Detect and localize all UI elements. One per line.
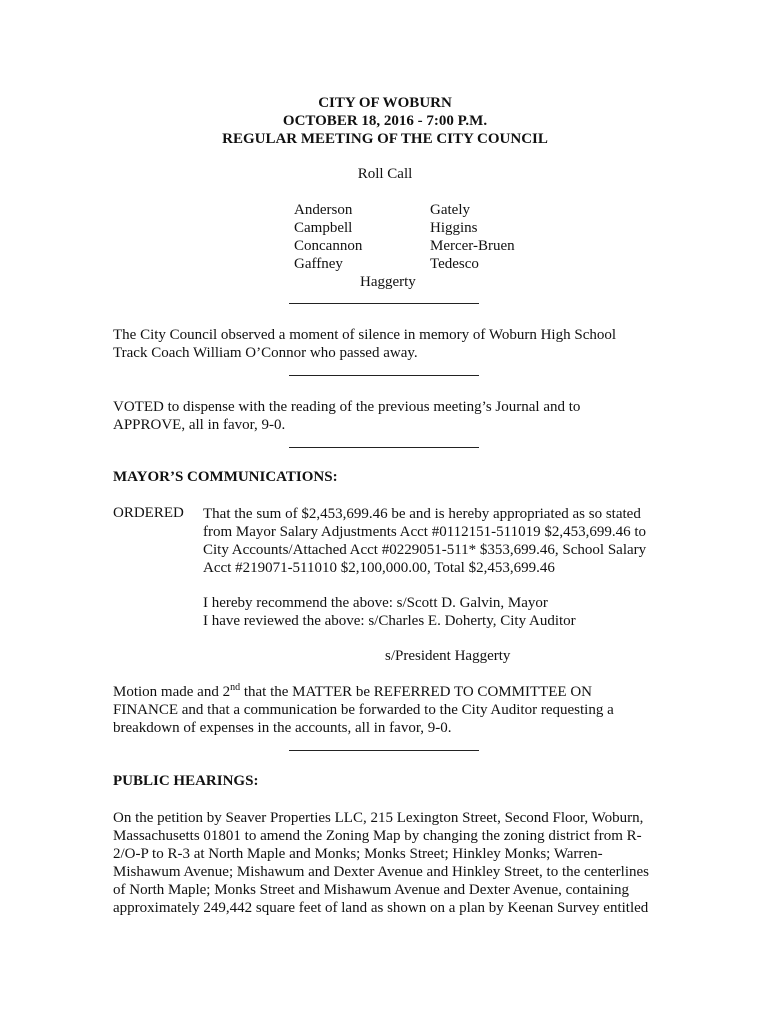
roll-call-title: Roll Call: [357, 166, 413, 182]
divider: [289, 750, 479, 751]
motion-line: FINANCE and that a communication be forwarded to the City Auditor requesting a: [113, 702, 614, 718]
roll-call-name: Higgins: [430, 220, 478, 236]
motion-line: [113, 683, 673, 701]
divider: [289, 303, 479, 304]
divider: [289, 447, 479, 448]
motion-superscript: nd: [230, 682, 241, 693]
order-line: City Accounts/Attached Acct #0229051-511* $353,699.46, School Salary: [203, 542, 647, 558]
roll-call-name: Campbell: [294, 220, 353, 236]
header-date: OCTOBER 18, 2016 - 7:00 P.M.: [282, 113, 488, 129]
hearing-line: of North Maple; Monks Street and Mishawum Avenue and Dexter Avenue, containing: [113, 882, 629, 898]
hearing-line: Mishawum Avenue; Mishawum and Dexter Avenue and Hinkley Street, to the centerlines: [113, 864, 649, 880]
motion-text: Motion made and 2: [113, 684, 231, 700]
silence-line: The City Council observed a moment of silence in memory of Woburn High School: [113, 327, 617, 343]
order-text: [203, 505, 646, 577]
mayor-recommendation: I hereby recommend the above: s/Scott D. Galvin, Mayor: [203, 595, 548, 611]
motion-line: breakdown of expenses in the accounts, all in favor, 9-0.: [113, 720, 452, 736]
order-line: Acct #219071-511010 $2,100,000.00, Total $2,453,699.46: [203, 560, 555, 576]
roll-call-name: Gately: [430, 202, 470, 218]
roll-call-name: Tedesco: [430, 256, 479, 272]
roll-call-name: Gaffney: [294, 256, 343, 272]
divider: [289, 375, 479, 376]
hearing-paragraph: [113, 809, 683, 917]
hearing-line: approximately 249,442 square feet of land as shown on a plan by Keenan Survey entitled: [113, 900, 649, 916]
roll-call-president: Haggerty: [360, 274, 416, 290]
header-city: CITY OF WOBURN: [318, 95, 452, 111]
roll-call-name: Mercer-Bruen: [430, 238, 515, 254]
hearing-line: 2/O-P to R-3 at North Maple and Monks; Monks Street; Hinkley Monks; Warren-: [113, 846, 603, 862]
motion-paragraph: [113, 683, 673, 737]
section-heading-mayor: MAYOR’S COMMUNICATIONS:: [113, 469, 338, 485]
journal-line: APPROVE, all in favor, 9-0.: [113, 417, 286, 433]
roll-call-name: Concannon: [294, 238, 363, 254]
silence-paragraph: [113, 326, 673, 362]
auditor-review: I have reviewed the above: s/Charles E. Doherty, City Auditor: [203, 613, 576, 629]
silence-line: Track Coach William O’Connor who passed away.: [113, 345, 418, 361]
roll-call-name: Anderson: [294, 202, 353, 218]
section-heading-hearings: PUBLIC HEARINGS:: [113, 773, 259, 789]
order-line: from Mayor Salary Adjustments Acct #0112151-511019 $2,453,699.46 to: [203, 524, 647, 540]
motion-text: that the MATTER be REFERRED TO COMMITTEE ON: [240, 684, 593, 700]
journal-paragraph: [113, 398, 673, 434]
journal-line: VOTED to dispense with the reading of the previous meeting’s Journal and to: [113, 399, 581, 415]
hearing-line: Massachusetts 01801 to amend the Zoning Map by changing the zoning district from R-: [113, 828, 642, 844]
order-line: That the sum of $2,453,699.46 be and is hereby appropriated as so stated: [203, 506, 641, 522]
ordered-label: ORDERED: [113, 505, 184, 521]
hearing-line: On the petition by Seaver Properties LLC, 215 Lexington Street, Second Floor, Woburn,: [113, 810, 644, 826]
header-meeting: REGULAR MEETING OF THE CITY COUNCIL: [222, 131, 548, 147]
president-signature: s/President Haggerty: [385, 648, 511, 664]
